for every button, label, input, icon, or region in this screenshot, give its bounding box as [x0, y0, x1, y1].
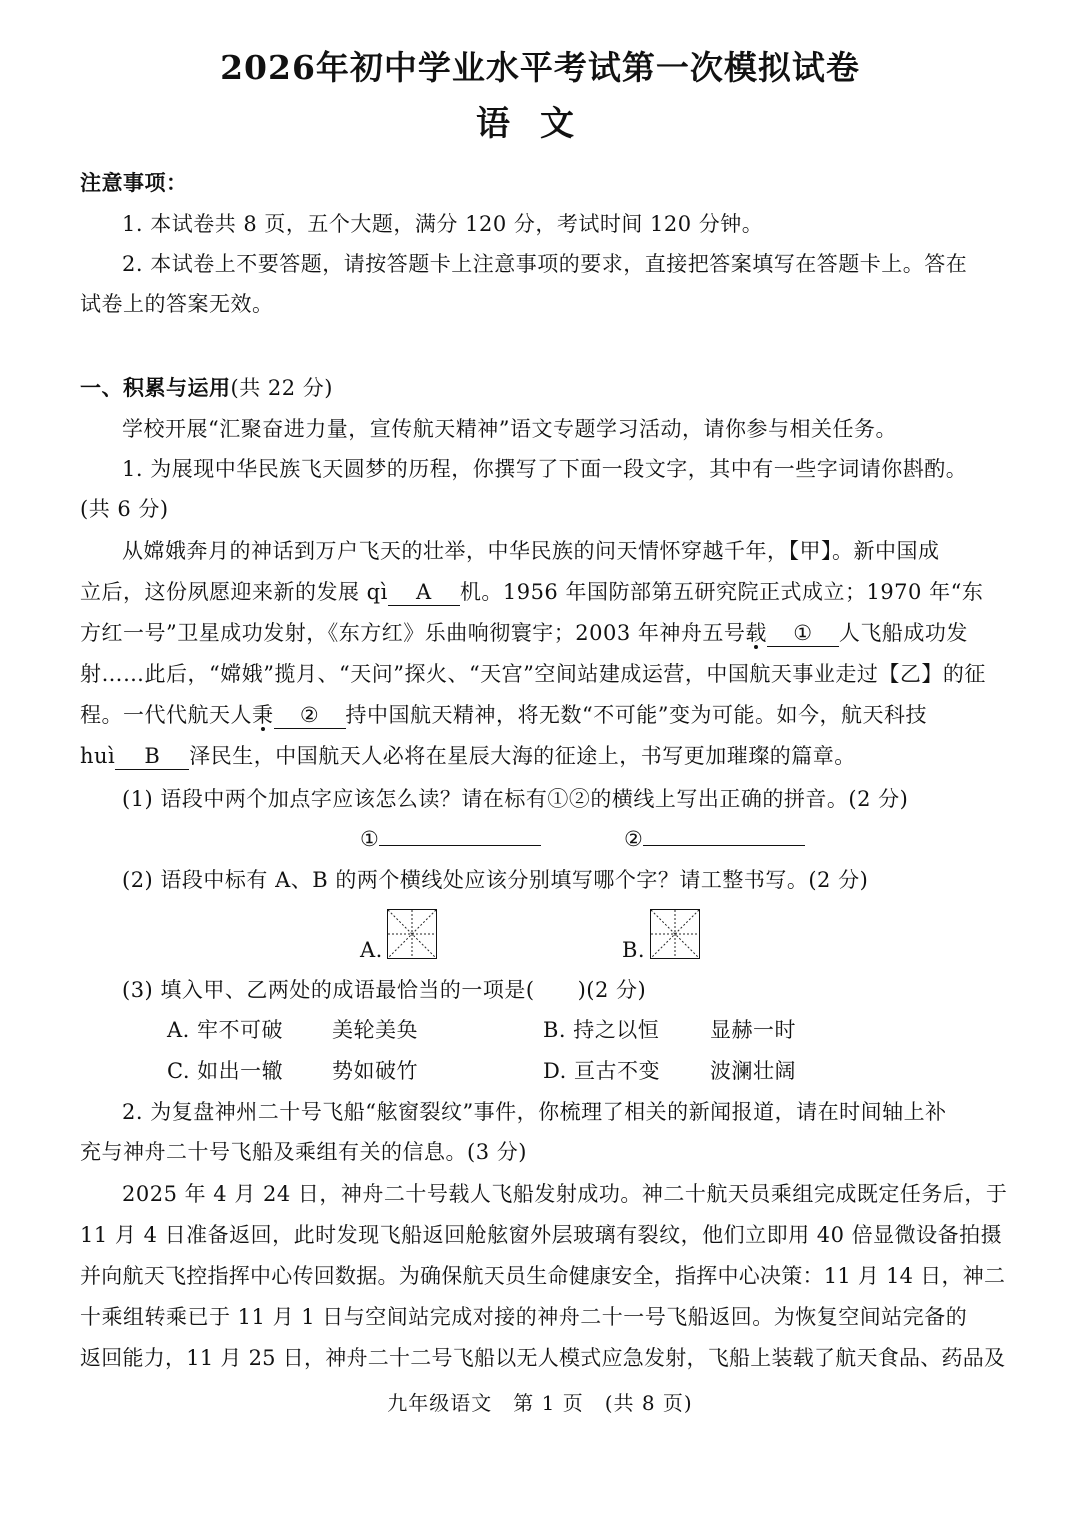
question-2-line-1: 2. 为复盘神州二十号飞船“舷窗裂纹”事件，你梳理了相关的新闻报道，请在时间轴上补 — [122, 1100, 947, 1124]
question-1-part-3: (3) 填入甲、乙两处的成语最恰当的一项是( )(2 分) — [122, 978, 647, 1002]
option-a-idiom-2: 美轮美奂 — [332, 1018, 418, 1042]
question-1-line-2: (共 6 分) — [80, 497, 169, 521]
passage-1-text: 人飞船成功发 — [838, 621, 968, 645]
blank-1: ① — [767, 620, 839, 647]
option-c-idiom-2: 势如破竹 — [332, 1059, 418, 1083]
passage-1-line-1: 从嫦娥奔月的神话到万户飞天的壮举，中华民族的问天情怀穿越千年，【甲】。新中国成 — [122, 539, 940, 563]
pinyin-line-1 — [379, 845, 541, 846]
passage-1-text: 程。一代代航天人 — [80, 703, 252, 727]
notice-item-2-line-1: 2. 本试卷上不要答题，请按答题卡上注意事项的要求，直接把答案填写在答题卡上。答在 — [122, 252, 968, 276]
pinyin-line-2 — [643, 845, 805, 846]
passage-1-line-4: 射……此后，“嫦娥”揽月、“天问”探火、“天宫”空间站建成运营，中国航天事业走过【乙】的征 — [80, 662, 986, 686]
passage-1-text: 方红一号”卫星成功发射，《东方红》乐曲响彻寰宇；2003 年神舟五号 — [80, 621, 746, 645]
blank-b: B — [115, 743, 189, 770]
page-footer: 九年级语文 第 1 页 (共 8 页) — [387, 1391, 693, 1415]
char-grid-box-a — [387, 909, 437, 959]
grid-guides — [651, 910, 699, 958]
passage-1-line-3 — [80, 618, 968, 648]
pinyin-answer-2 — [624, 824, 805, 854]
passage-2-line-5: 返回能力，11 月 25 日，神舟二十二号飞船以无人模式应急发射，飞船上装载了航天食品、药品及 — [80, 1346, 1006, 1370]
section-1-intro: 学校开展“汇聚奋进力量，宣传航天精神”语文专题学习活动，请你参与相关任务。 — [122, 417, 897, 441]
exam-title: 2026年初中学业水平考试第一次模拟试卷 — [220, 48, 860, 87]
passage-1-text: 立后，这份夙愿迎来新的发展 qì — [80, 580, 388, 604]
passage-2-line-4: 十乘组转乘已于 11 月 1 日与空间站完成对接的神舟二十一号飞船返回。为恢复空间站完备的 — [80, 1305, 968, 1329]
option-d-idiom-1: D. 亘古不变 — [543, 1059, 660, 1083]
pinyin-label-1: ① — [360, 827, 380, 851]
dotted-char-2: 秉 — [252, 703, 274, 727]
passage-1-text: 机。1956 年国防部第五研究院正式成立；1970 年“东 — [459, 580, 984, 604]
section-1-title: 一、积累与运用 — [80, 375, 231, 400]
question-1-part-1: (1) 语段中两个加点字应该怎么读？请在标有①②的横线上写出正确的拼音。(2 分) — [122, 787, 909, 811]
passage-1-line-2 — [80, 577, 983, 607]
question-1-part-2: (2) 语段中标有 A、B 的两个横线处应该分别填写哪个字？请工整书写。(2 分) — [122, 868, 869, 892]
grid-guides — [388, 910, 436, 958]
passage-1-text: 持中国航天精神，将无数“不可能”变为可能。如今，航天科技 — [345, 703, 927, 727]
section-1-score: (共 22 分) — [230, 376, 333, 400]
passage-2-line-1: 2025 年 4 月 24 日，神舟二十号载人飞船发射成功。神二十航天员乘组完成既定任务后，于 — [122, 1182, 1008, 1206]
passage-2-line-3: 并向航天飞控指挥中心传回数据。为确保航天员生命健康安全，指挥中心决策：11 月 14 日，神二 — [80, 1264, 1006, 1288]
option-b-idiom-2: 显赫一时 — [710, 1018, 796, 1042]
blank-a: A — [388, 579, 460, 606]
dotted-char-1: 载 — [745, 621, 767, 645]
char-grid-box-b — [650, 909, 700, 959]
passage-1-line-6 — [80, 741, 856, 771]
char-box-label-b: B. — [622, 938, 646, 962]
option-b-idiom-1: B. 持之以恒 — [543, 1018, 660, 1042]
question-1-line-1: 1. 为展现中华民族飞天圆梦的历程，你撰写了下面一段文字，其中有一些字词请你斟酌。 — [122, 457, 968, 481]
pinyin-label-2: ② — [624, 827, 644, 851]
notice-heading: 注意事项： — [80, 170, 188, 195]
option-a-idiom-1: A. 牢不可破 — [167, 1018, 284, 1042]
exam-subject: 语文 — [476, 104, 604, 144]
char-box-label-a: A. — [360, 938, 383, 962]
option-d-idiom-2: 波澜壮阔 — [710, 1059, 796, 1083]
option-c-idiom-1: C. 如出一辙 — [167, 1059, 284, 1083]
blank-2: ② — [274, 702, 346, 729]
section-1-heading — [80, 373, 333, 403]
notice-item-1: 1. 本试卷共 8 页，五个大题，满分 120 分，考试时间 120 分钟。 — [122, 212, 764, 236]
question-2-line-2: 充与神舟二十号飞船及乘组有关的信息。(3 分) — [80, 1140, 527, 1164]
passage-2-line-2: 11 月 4 日准备返回，此时发现飞船返回舱舷窗外层玻璃有裂纹，他们立即用 40 倍显微设备拍摄 — [80, 1223, 1003, 1247]
passage-1-text: 泽民生，中国航天人必将在星辰大海的征途上，书写更加璀璨的篇章。 — [189, 744, 856, 768]
notice-item-2-line-2: 试卷上的答案无效。 — [80, 292, 274, 316]
passage-1-text: huì — [80, 744, 116, 768]
pinyin-answer-1 — [360, 824, 541, 854]
passage-1-line-5 — [80, 700, 927, 730]
